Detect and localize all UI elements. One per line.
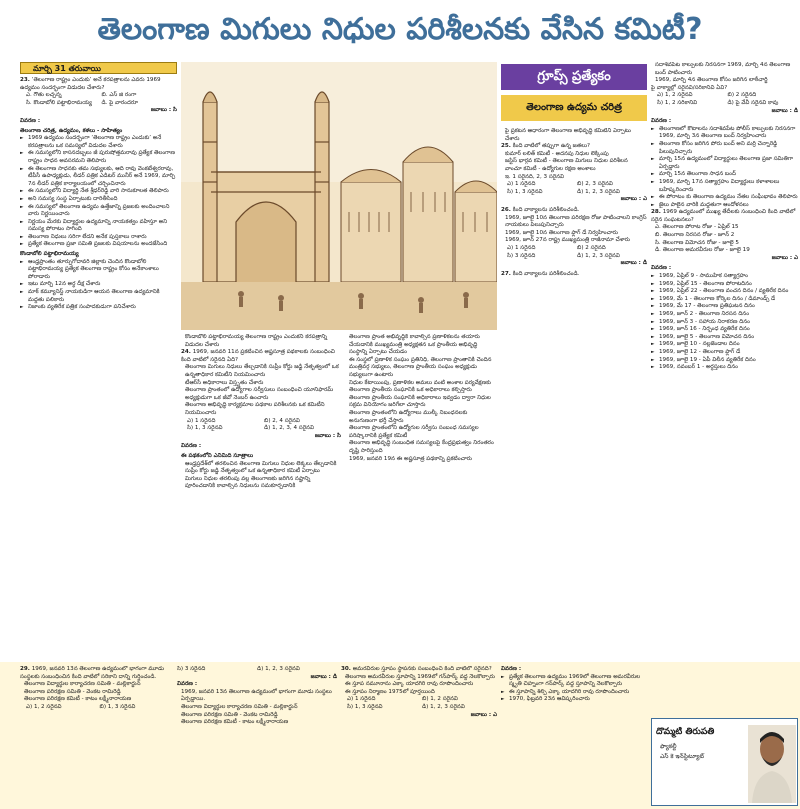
date-item: ► 1969, ఏప్రిల్ 15 - తెలంగాణ పోరాటదినం [651,281,798,289]
option: సి. కొండాబోలి పట్టాభిరామయ్య [26,99,92,106]
option: ఎ) 1 సరైనది [507,181,536,188]
question-text: ‘తెలంగాణ రాష్ట్రం ఎందుకు’ అనే కరపత్రాలను ఎవరు 1969 ఉద్యమం సందర్భంగా విడుదల చేశారు? [20,77,161,91]
column-4 [345,334,497,658]
bullet-item: ► మార్చి 15న ఉద్యమంలో విద్యార్థులు తెలంగాణ ప్రజా సమితిగా ఏర్పడ్డారు [651,156,798,171]
options [651,92,798,107]
statement: ఈ స్తూప నమూనాను ఎక్కా యాదగిరి రావు రూపొందించారు [345,681,474,688]
option: ఎ) 1 సరైనది [187,417,216,424]
statement: తెలంగాణ ప్రాంతంలో ఉద్యోగాల సర్వీసులు సంబంధించి యూనిఫారమ్ అధ్యక్షుడుగా ఒక జీవో నెంబర్ ఉంచారు [185,387,334,401]
topic-banner: తెలంగాణ ఉద్యమ చరిత్ర [501,95,647,121]
statement: తెలంగాణ ప్రాంతంలోని ఉద్యోగాలు ముల్కీ నిబంధనలకు అనుగుణంగా భర్తీ చేస్తారు [349,409,468,424]
question-number: 30. [341,666,351,672]
statement: డి. తెలంగాణ అమరవీరుల రోజు - జూలై 19 [655,247,750,254]
statement: బి. తెలంగాణ నిరసన రోజు - జూన్ 2 [655,232,735,239]
option: ఎ) 1, 2 సరైనవి [26,703,62,710]
option: డి) 1, 2, 3 సరైనవి [577,188,620,195]
option: డి) 1, 2, 3 సరైనవి [577,252,620,259]
option: బి) 1, 3 సరైనవి [99,703,136,710]
bullet-item: ► తెలంగాణ నిధులు సరిగా లేదని అనేక పుస్తకాలు రాశారు [20,234,177,242]
options [501,181,647,196]
bullet-item: ► ఈ సమస్యలోని విద్యార్థి నేత శ్రీధర్‌రెడ్డి వారి సానుకూలత తెలిపారు [20,188,177,196]
question-text: కింది వాక్యాలను పరిశీలించండి. [512,206,580,213]
bullet-item: ► 1969, మార్చి 17న సత్యాగ్రహం విద్యార్థులు కళాశాలలు బహిష్కరించారు [651,179,798,194]
question-text: పై వాక్యాల్లో సరైనవి/సరికానివి ఏవి? [651,84,728,91]
bullet-item: ► తెలంగాణ కోసం జరిగిన పోరు బంద్ అని మర్రి చెన్నారెడ్డి పిలుపునిచ్చారు [651,141,798,156]
option: సి) 3 సరైనది [177,666,206,672]
author-name: దొమ్మటి తిరుపతి [656,727,715,737]
option: సి) 1, 2 సరికానివి [657,99,698,106]
options [20,92,177,107]
statement: తెలంగాణ పరిరక్షణ కమిటీ - కాటం లక్ష్మీనారాయణ [24,696,132,703]
explanation-heading: వివరణ : [501,666,522,672]
bullet-item: ► ఈ తెలంగాణ సాధనకు తమ సభ్యులకు, ఆది రావు వెంకటేశ్వరరావు, టీపీసీ ఉపాధ్యక్షుడు, లీడర్ పత్రిక ఎడిటర్ మునీర్ అనే 1969, మార్చి 7న లీడర్ పత్రిక కార్యాలయంలో చర్చించినారు [20,166,177,189]
column-3 [181,334,341,658]
date-item: ► 1969, మే 1 - తెలంగాణ కోర్కెల దినం / డిమాండ్స్ డే [651,296,798,304]
bullet-item: ► 1969 ఉద్యమం సందర్భంగా ‘తెలంగాణ రాష్ట్రం ఎందుకు’ అనే కరపత్రాలను ఒక సమస్యలో విడుదల చేశారు [20,135,177,150]
bullet-item: ► మాక్ కమ్యూనిస్ట్ నాయకుడిగా ఆయన తెలంగాణ ఉద్యమానికి మద్దతు పలికారు [20,289,177,304]
date-item: ► 1969, జూలై 12 - తెలంగాణ ఫ్లాగ్ డే [651,349,798,357]
bullet-item: ► 1970, ఫిబ్రవరి 23న ఆవిష్కరించారు [501,696,647,704]
option: బి) 2, 3 సరైనవి [577,181,613,188]
explanation-heading: వివరణ : [177,681,198,688]
author-role: ఫ్యాకల్టీ [660,743,677,750]
series-banner: గ్రూప్స్ ప్రత్యేకం [501,64,647,90]
statement: ఈ సంస్థలో ప్రణాళిక సంఘం ప్రతినిధి, తెలంగాణ ప్రాంతానికి చెందిన మంత్రివర్గ సభ్యులు, తెలంగాణ ప్రాంతీయ సంఘం అధ్యక్షుడు సభ్యులుగా ఉంటారు [349,356,492,378]
bottom-column-2 [177,666,337,806]
answer: జవాబు : డి [620,260,647,267]
bullet-item: ► ఈ సమస్యలో తెలంగాణ ఉద్యమ ఉత్తేజాన్ని ప్రజలకు అందించాలని వారు నిర్ణయించారు [20,204,177,219]
answer: జవాబు : డి [310,673,337,680]
column-6 [651,62,798,658]
date-item: ► 1969, ఏప్రిల్ 9 - సాముహిక సత్యాగ్రహం [651,273,798,281]
statement: తెలంగాణ అభివృద్ధి కార్యక్రమాల పథకాల పరిశీలనకు ఒక కమిటీని నియమించారు [185,402,325,416]
statement: కుమార్ లలిత్ కమిటీ - అదనపు నిధుల లెక్కింపు [505,150,609,157]
bullet-item: ► జైలు పాలైన వారికి మద్దతుగా ఆందోళనలు [651,202,798,210]
explanation-heading: వివరణ : [651,118,672,125]
explanation-heading: వివరణ : [20,117,41,124]
paragraph: కొండాబోలి పట్టాభిరామయ్య తెలంగాణ రాష్ట్రం ఎందుకని కరపత్రాన్ని విడుదల చేశారు [185,334,328,348]
question-number: 28. [651,209,661,216]
options [181,418,341,433]
subheading: ఈ పథకంలోని ఎనిమిది సూత్రాలు [181,452,254,459]
statement: తెలంగాణ అభివృద్ధి సంబంధిత సమస్యలపై కేంద్రప్రభుత్వం నిరంతరం దృష్టి సారిస్తుంది [349,440,494,454]
statement: తెలంగాణ విద్యార్థుల కార్యాచరణ సమితి - మల్లికార్జున్ [181,703,298,710]
bullet-item: ► ఇటు మార్చి 12న అర్ధ దీక్ష చేశారు [20,281,177,289]
options [501,245,647,260]
option: డి) పై వేవీ సరైనవి కావు [727,99,779,106]
statement: ఇ. 1 సరైనది, 2, 3 సరైనవి [505,173,565,180]
answer: జవాబు : సి [314,432,341,439]
option: డి) 1, 2, 3 సరైనవి [257,666,300,672]
date-item: ► 1969, జూలై 19 - ఏపీ విలీన వ్యతిరేక దినం [651,357,798,365]
statement: తెలంగాణ ప్రాంతంలోని ఉద్యోగుల సర్వీసు సంబంధ సమస్యల పరిష్కారానికి ప్రత్యేక కమిటీ [349,425,479,439]
statement: 1969, జూలై 10న తెలంగాణ పరిరక్షణ రోజు పాటించాలని కాంగ్రెస్ నాయకులు పిలుపునిచ్చారు [505,214,647,229]
column-5 [501,128,647,658]
question-number: 23. [20,77,30,83]
bullet-item: ► ఈ స్తూపాన్ని శిల్పి ఎక్కా యాదగిరి రావు రూపొందించారు [501,689,647,697]
question-text: అమరవీరుల స్తూపం స్థాపనకు సంబంధించి కింది వాటిలో సరైనది? [352,666,492,672]
bullet-item: ► తెలంగాణలో కొటాలను సదాశివపేట పోలీస్ కాల్పులకు నిరసనగా 1969, మార్చి 3న తెలంగాణ బంద్ నిర్వహించారు [651,126,798,141]
question-text: 1969, జనవరి 11న ప్రకటించిన అష్టసూత్ర పథకాలకు సంబంధించి కింది వాటిలో సరైనది ఏది? [181,349,335,363]
question-number: 27. [501,270,511,277]
bullet-item: ► నిజాంకు వ్యతిరేక పత్రిక సంపాదకుడుగా పనిచేశారు [20,304,177,312]
statement: 1969, జూలై 10న తెలంగాణ ఫ్లాగ్ డే నిర్వహించారు [505,229,618,236]
options [177,666,337,674]
paragraph: పై ప్రకటన ఆధారంగా తెలంగాణ అభివృద్ధి కమిటీని ఏర్పాటు చేశారు [505,128,631,142]
answer: జవాబు : డి [771,107,798,114]
option: సి) 1, 3 సరైనవి [347,703,383,710]
question-text: కింది వాటిలో తప్పుగా ఉన్న జతలు? [512,143,590,150]
question-27 [501,271,647,279]
option: బి) 2 సరైనది [727,92,757,99]
question-25 [501,143,647,204]
page-title: తెలంగాణ మిగులు నిధుల పరిశీలనకు వేసిన కమిటీ? [97,12,703,47]
statement: 1969, జనవరి 19న ఈ అష్టసూత్ర పథకాన్ని ప్రకటించారు [349,455,472,462]
answer: జవాబు : ఎ [771,254,798,261]
subheading: తెలంగాణ చరిత్ర, ఉద్యమం, కళలు - సాహిత్యం [20,127,123,134]
statement: 1969, మార్చి 4న తెలంగాణ కోసం జరిగిన లాఠీచార్జి [655,77,768,84]
date-item: ► 1969, ఏప్రిల్ 22 - తెలంగాణ వంచన దినం / వ్యతిరేక దినం [651,288,798,296]
statement: సదాశివపేట కాల్పులకు నిరసనగా 1969, మార్చి 4న తెలంగాణ బంద్ పాటించారు [655,62,791,76]
statement: ఎ. తెలంగాణ పోరాట రోజు - ఏప్రిల్ 15 [655,224,739,231]
question-text: 1969 ఉద్యమంలో ముఖ్య తేదీలకు సంబంధించి కింది వాటిలో సరైన సంఘటనలు? [651,209,796,223]
bullet-item: ► ఆంధ్రప్రాంతం తూర్పుగోదావరి జిల్లాకు చెందిన కొండాబోలి పట్టాభిరామయ్య ప్రత్యేక తెలంగాణ రాష్ట్రం కోసం అనేకాంశాలు పోరాడారు [20,259,177,282]
column-1 [20,62,177,658]
answer: జవాబు : సి [150,107,177,114]
date-item: ► 1969, జూన్ 16 - నిర్బంధ వ్యతిరేక దినం [651,326,798,334]
option: ఎ) 1 సరైనది [347,696,376,703]
date-item: ► 1969, జూన్ 2 - తెలంగాణ నిరసన దినం [651,311,798,319]
statement: వాంచూ కమిటీ - ఉద్యోగుల రక్షణ అంశాలు [505,165,596,172]
author-box [651,718,798,806]
statement: 1969, జూన్ 27న రాష్ట్ర ముఖ్యమంత్రి రాజీనామా చేశారు [505,237,630,244]
question-29 [20,666,173,712]
question-26 [501,207,647,268]
statement: నిధుల కేటాయింపు, ప్రణాళికల అమలు వంటి అంశాల పర్యవేక్షణకు తెలంగాణ ప్రాంతీయ సంఘానికి ఒక అధికారాలు కల్పిస్తారు [349,379,491,394]
statement: తెలంగాణ ప్రాంత అభివృద్ధికి కావాల్సిన ప్రణాళికలను తయారు చేయడానికి ముఖ్యమంత్రి అధ్యక్షతన ఒక ప్రాంతీయ అభివృద్ధి సంస్థాన్ని ఏర్పాటు చేయడం [349,334,480,356]
question-number: 25. [501,143,511,150]
charminar-sketch-icon [181,62,497,330]
option: బి. ఎస్ జి రంగా [101,92,137,99]
explanation-heading: వివరణ : [651,265,672,272]
option: ఎ) 1, 2 సరైనవి [657,92,693,99]
subheading: కొండాబోలి పట్టాభిరామయ్య [20,251,79,258]
options [341,696,497,711]
question-text: 1969, జనవరి 13న తెలంగాణ ఉద్యమంలో భాగంగా మూడు సంస్థలకు సంబంధించిన కింది వాటిలో సరికాని దాన్ని గుర్తించండి. [20,666,165,680]
bullet-item: ► నిర్ణయం మేరకు విద్యార్థుల ఉద్యమాన్ని నాయకత్వం వహిస్తూ అని సమస్య పోరాటం సాగింది [20,219,177,234]
explanation-heading: వివరణ : [181,443,202,450]
statement: తెలంగాణ అమరవీరుల స్తూపాన్ని 1969లో గన్‌పార్క్ వద్ద నెలకొల్పారు [345,673,495,680]
options [20,704,173,712]
option: సి) 3 సరైనది [507,252,536,259]
statement: ఈ స్తూపం నిర్మాణం 1975లో పూర్తయింది [345,688,435,695]
date-item: ► 1969, జూన్ 3 - సహాయ నిరాకరణ దినం [651,319,798,327]
question-30 [341,666,497,719]
statement: తెలంగాణ మిగులు నిధులు తేల్చడానికి సుప్రీం కోర్టు జడ్జి నేతృత్వంలో ఒక ఉన్నతాధికార కమిటీని నియమించారు [185,364,339,378]
question-23 [20,77,177,115]
bottom-column-4 [501,666,647,806]
bullet-item: ► ప్రత్యేక తెలంగాణ ఉద్యమం 1969లో తెలంగాణ అమరవీరుల స్మృతి చిహ్నంగా గన్‌పార్క్ వద్ద స్తూపాన్ని నెలకొల్పారు [501,674,647,689]
option: బి) 2 సరైనది [577,244,606,251]
option: బి) 1, 2 సరైనవి [422,696,458,703]
date-item: ► 1969, నవంబర్ 1 - అర్ధస్తులు దినం [651,364,798,372]
statement: తెలంగాణ పరిరక్షణ సమితి - వెంకట రామిరెడ్డి [181,711,278,718]
bottom-column-1 [20,666,173,806]
author-photo-icon [748,725,796,803]
paragraph: 1969, జనవరి 13న తెలంగాణ ఉద్యమంలో భాగంగా మూడు సంస్థలు ఏర్పడ్డాయి. [181,688,332,703]
option: డి) 1, 2, 3, 4 సరైనవి [264,425,314,432]
bullet-item: ► మార్చి 15న తెలంగాణ సాధన బంద్ [651,171,798,179]
question-number: 24. [181,349,191,356]
question-text: కింది వాక్యాలను పరిశీలించండి. [512,270,580,277]
statement: జస్టిస్ భార్గవ కమిటీ - తెలంగాణ మిగులు నిధుల పరిశీలన [505,158,628,165]
option: ఎ) 1 సరైనది [507,244,536,251]
bullet-item: ► ఈ పోరాటం కు తెలంగాణ ఉద్యమం నేతల సంఘీభావం తెలిపారు [651,194,798,202]
answer: జవాబు : ఎ [470,711,497,718]
option: బి) 2, 4 సరైనవి [264,417,300,424]
statement: తెలంగాణ విద్యార్థుల కార్యాచరణ సమితి - మల్లికార్జున్ [24,681,141,688]
continuation-tag: మార్చి 31 తరువాయి [20,62,177,74]
charminar-illustration [181,62,497,330]
question-continued [651,85,798,115]
option: సి) 1, 3 సరైనవి [507,188,543,195]
option: ఎ. గౌతు లచ్చన్న [26,92,62,99]
question-24 [181,349,341,440]
option: సి) 1, 3 సరైనవి [187,425,223,432]
bottom-column-3 [341,666,497,806]
option: డి. పై వారందరూ [101,99,138,106]
bullet-item: ► ప్రత్యేక తెలంగాణ ప్రజా సమితి ప్రజలకు విషయాలను అందజేసింది [20,241,177,249]
question-number: 26. [501,206,511,213]
statement: తెలంగాణ పరిరక్షణ సమితి - వెంకట రామిరెడ్డి [24,688,121,695]
bullet-item: ► అని సమస్య సంస్థ ఏర్పాటుకు దారితీసింది [20,196,177,204]
answer: జవాబు : ఎ [620,196,647,203]
date-item: ► 1969, జూలై 10 - నల్లజెండాల దినం [651,341,798,349]
statement: మిగులు నిధుల తరలింపు వల్ల తెలంగాణకు జరిగిన నష్టాన్ని పూరించడానికి కావాల్సిన నిధులను సమకూర్చడానికి [185,475,311,490]
date-item: ► 1969, మే 17 - తెలంగాణ ప్రతిఘటన దినం [651,303,798,311]
statement: తెలంగాణ పరిరక్షణ కమిటీ - కాటం లక్ష్మీనారాయణ [181,719,289,726]
question-number: 29. [20,666,30,672]
author-institute: ఎస్ కె ఇన్‌స్టిట్యూట్ [660,753,705,760]
statement: ఆంధ్రప్రదేశ్‌లో తరలించిన తెలంగాణ మిగులు నిధుల లెక్కలు తేల్చడానికి సుప్రీం కోర్టు జడ్జి నేతృత్వంలో ఒక ఉన్నతాధికార కమిటీ ఏర్పాటు [185,460,337,475]
date-item: ► 1969, జూలై 5 - తెలంగాణ విమోచన దినం [651,334,798,342]
statement: టీఆర్‌సీ అధికారాలు విస్తృతం చేశారు [185,379,264,386]
option: డి) 1, 2, 3 సరైనవి [422,703,465,710]
statement: సి. తెలంగాణ విమోచన రోజు - జూలై 5 [655,239,739,246]
bullet-item: ► ఈ సమస్యలోని కాసనదబ్బలు జీ పురుషోత్తమరావు ప్రత్యేక తెలంగాణ రాష్ట్రం సాధన అవసరమని తెలిపారు [20,150,177,165]
statement: తెలంగాణ ప్రాంతీయ సంఘానికి అధికారాలు ఇవ్వడం ద్వారా నిధుల సక్రమ వినియోగం జరిగేలా చూస్తారు [349,394,491,409]
question-28 [651,209,798,262]
